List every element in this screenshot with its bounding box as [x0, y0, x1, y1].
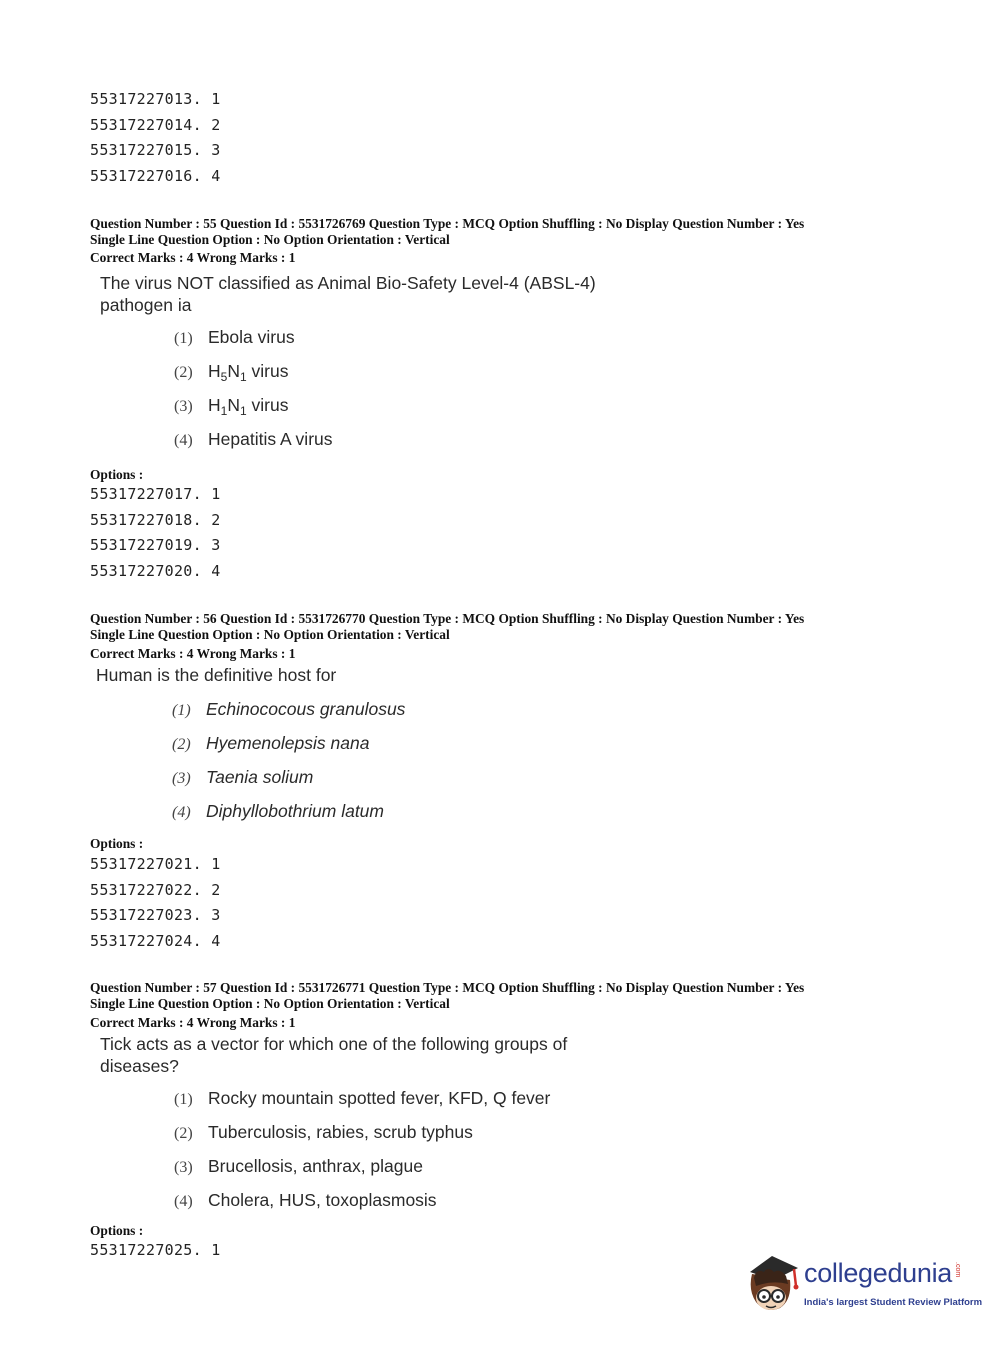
choice-text: Cholera, HUS, toxoplasmosis — [208, 1190, 437, 1210]
question-text-line1: The virus NOT classified as Animal Bio-Safety Level-4 (ABSL-4) — [100, 273, 596, 293]
option-id: 55317227020. 4 — [90, 561, 221, 580]
question-text-line2: pathogen ia — [100, 295, 192, 315]
answer-choices — [174, 1081, 550, 1217]
choice-number: (2) — [174, 364, 193, 381]
question-meta-line1: Question Number : 57 Question Id : 5531726771 Question Type : MCQ Option Shuffling : No Display Question Number : Yes — [90, 980, 805, 995]
collegedunia-logo[interactable] — [742, 1250, 983, 1320]
logo-tagline: India's largest Student Review Platform — [804, 1297, 983, 1308]
choice-number: (1) — [174, 330, 193, 347]
choice-text: $H_5N_1$ virus — [208, 361, 289, 384]
option-id: 55317227015. 3 — [90, 141, 221, 159]
question-text-line1: Tick acts as a vector for which one of the following groups of — [100, 1034, 568, 1054]
option-ids — [90, 1238, 221, 1264]
question-marks: Correct Marks : 4 Wrong Marks : 1 — [90, 646, 296, 661]
answer-choice[interactable] — [174, 388, 333, 422]
option-id: 55317227019. 3 — [90, 536, 221, 554]
option-id: 55317227023. 3 — [90, 906, 221, 924]
question-meta — [90, 980, 804, 1011]
mascot-icon — [742, 1250, 802, 1320]
options-label: Options : — [90, 467, 144, 482]
previous-option-ids — [90, 87, 221, 189]
choice-text: Hepatitis A virus — [208, 429, 333, 449]
question-text — [96, 664, 336, 686]
answer-choice[interactable] — [172, 760, 405, 794]
answer-choice[interactable] — [172, 692, 405, 726]
choice-number: (2) — [172, 736, 191, 753]
logo-wordmark: collegedunia — [804, 1258, 953, 1288]
option-id: 55317227014. 2 — [90, 115, 221, 134]
question-meta-line1: Question Number : 56 Question Id : 5531726770 Question Type : MCQ Option Shuffling : No Display Question Number : Yes — [90, 611, 805, 626]
question-meta-line2: Single Line Question Option : No Option Orientation : Vertical — [90, 231, 450, 247]
choice-text: $H_1N_1$ virus — [208, 395, 289, 418]
choice-text: Brucellosis, anthrax, plague — [208, 1156, 423, 1176]
choice-number: (3) — [174, 1159, 193, 1176]
answer-choice[interactable] — [174, 1115, 550, 1149]
option-id: 55317227021. 1 — [90, 855, 221, 873]
option-id: 55317227024. 4 — [90, 931, 221, 950]
question-meta-line1: Question Number : 55 Question Id : 5531726769 Question Type : MCQ Option Shuffling : No Display Question Number : Yes — [90, 216, 805, 231]
answer-choice[interactable] — [174, 320, 333, 354]
choice-number: (3) — [174, 398, 193, 415]
choice-number: (2) — [174, 1125, 193, 1142]
option-id: 55317227017. 1 — [90, 485, 221, 503]
answer-choice[interactable] — [174, 1183, 550, 1217]
choice-text: Tuberculosis, rabies, scrub typhus — [208, 1122, 473, 1142]
question-meta-line2: Single Line Question Option : No Option Orientation : Vertical — [90, 995, 450, 1011]
question-meta — [90, 611, 804, 642]
option-id: 55317227025. 1 — [90, 1241, 221, 1259]
question-text — [100, 272, 596, 316]
choice-number: (3) — [172, 770, 191, 787]
choice-text: Taenia solium — [206, 767, 314, 787]
choice-text: Echinococous granulosus — [206, 699, 406, 719]
options-label: Options : — [90, 1223, 144, 1238]
logo-domain: .com — [954, 1262, 961, 1278]
option-id: 55317227022. 2 — [90, 880, 221, 899]
option-id: 55317227018. 2 — [90, 510, 221, 529]
option-id: 55317227016. 4 — [90, 166, 221, 185]
question-text-line2: diseases? — [100, 1056, 179, 1076]
answer-choices — [172, 692, 405, 828]
choice-text: Rocky mountain spotted fever, KFD, Q fever — [208, 1088, 551, 1108]
answer-choices — [174, 320, 333, 456]
question-text-line1: Human is the definitive host for — [96, 665, 337, 685]
answer-choice[interactable] — [174, 354, 333, 388]
choice-text: Ebola virus — [208, 327, 295, 347]
option-ids — [90, 482, 221, 584]
question-meta — [90, 216, 804, 247]
question-meta-line2: Single Line Question Option : No Option Orientation : Vertical — [90, 626, 450, 642]
choice-number: (4) — [174, 432, 193, 449]
answer-choice[interactable] — [174, 422, 333, 456]
question-text — [100, 1033, 567, 1077]
choice-number: (1) — [174, 1091, 193, 1108]
choice-number: (1) — [172, 702, 191, 719]
choice-number: (4) — [172, 804, 191, 821]
choice-number: (4) — [174, 1193, 193, 1210]
answer-choice[interactable] — [174, 1149, 550, 1183]
option-id: 55317227013. 1 — [90, 90, 221, 108]
option-ids — [90, 852, 221, 954]
answer-choice[interactable] — [172, 726, 405, 760]
answer-choice[interactable] — [174, 1081, 550, 1115]
options-label: Options : — [90, 836, 144, 851]
choice-text: Hyemenolepsis nana — [206, 733, 370, 753]
answer-choice[interactable] — [172, 794, 405, 828]
choice-text: Diphyllobothrium latum — [206, 801, 384, 821]
question-marks: Correct Marks : 4 Wrong Marks : 1 — [90, 250, 296, 265]
question-marks: Correct Marks : 4 Wrong Marks : 1 — [90, 1015, 296, 1030]
